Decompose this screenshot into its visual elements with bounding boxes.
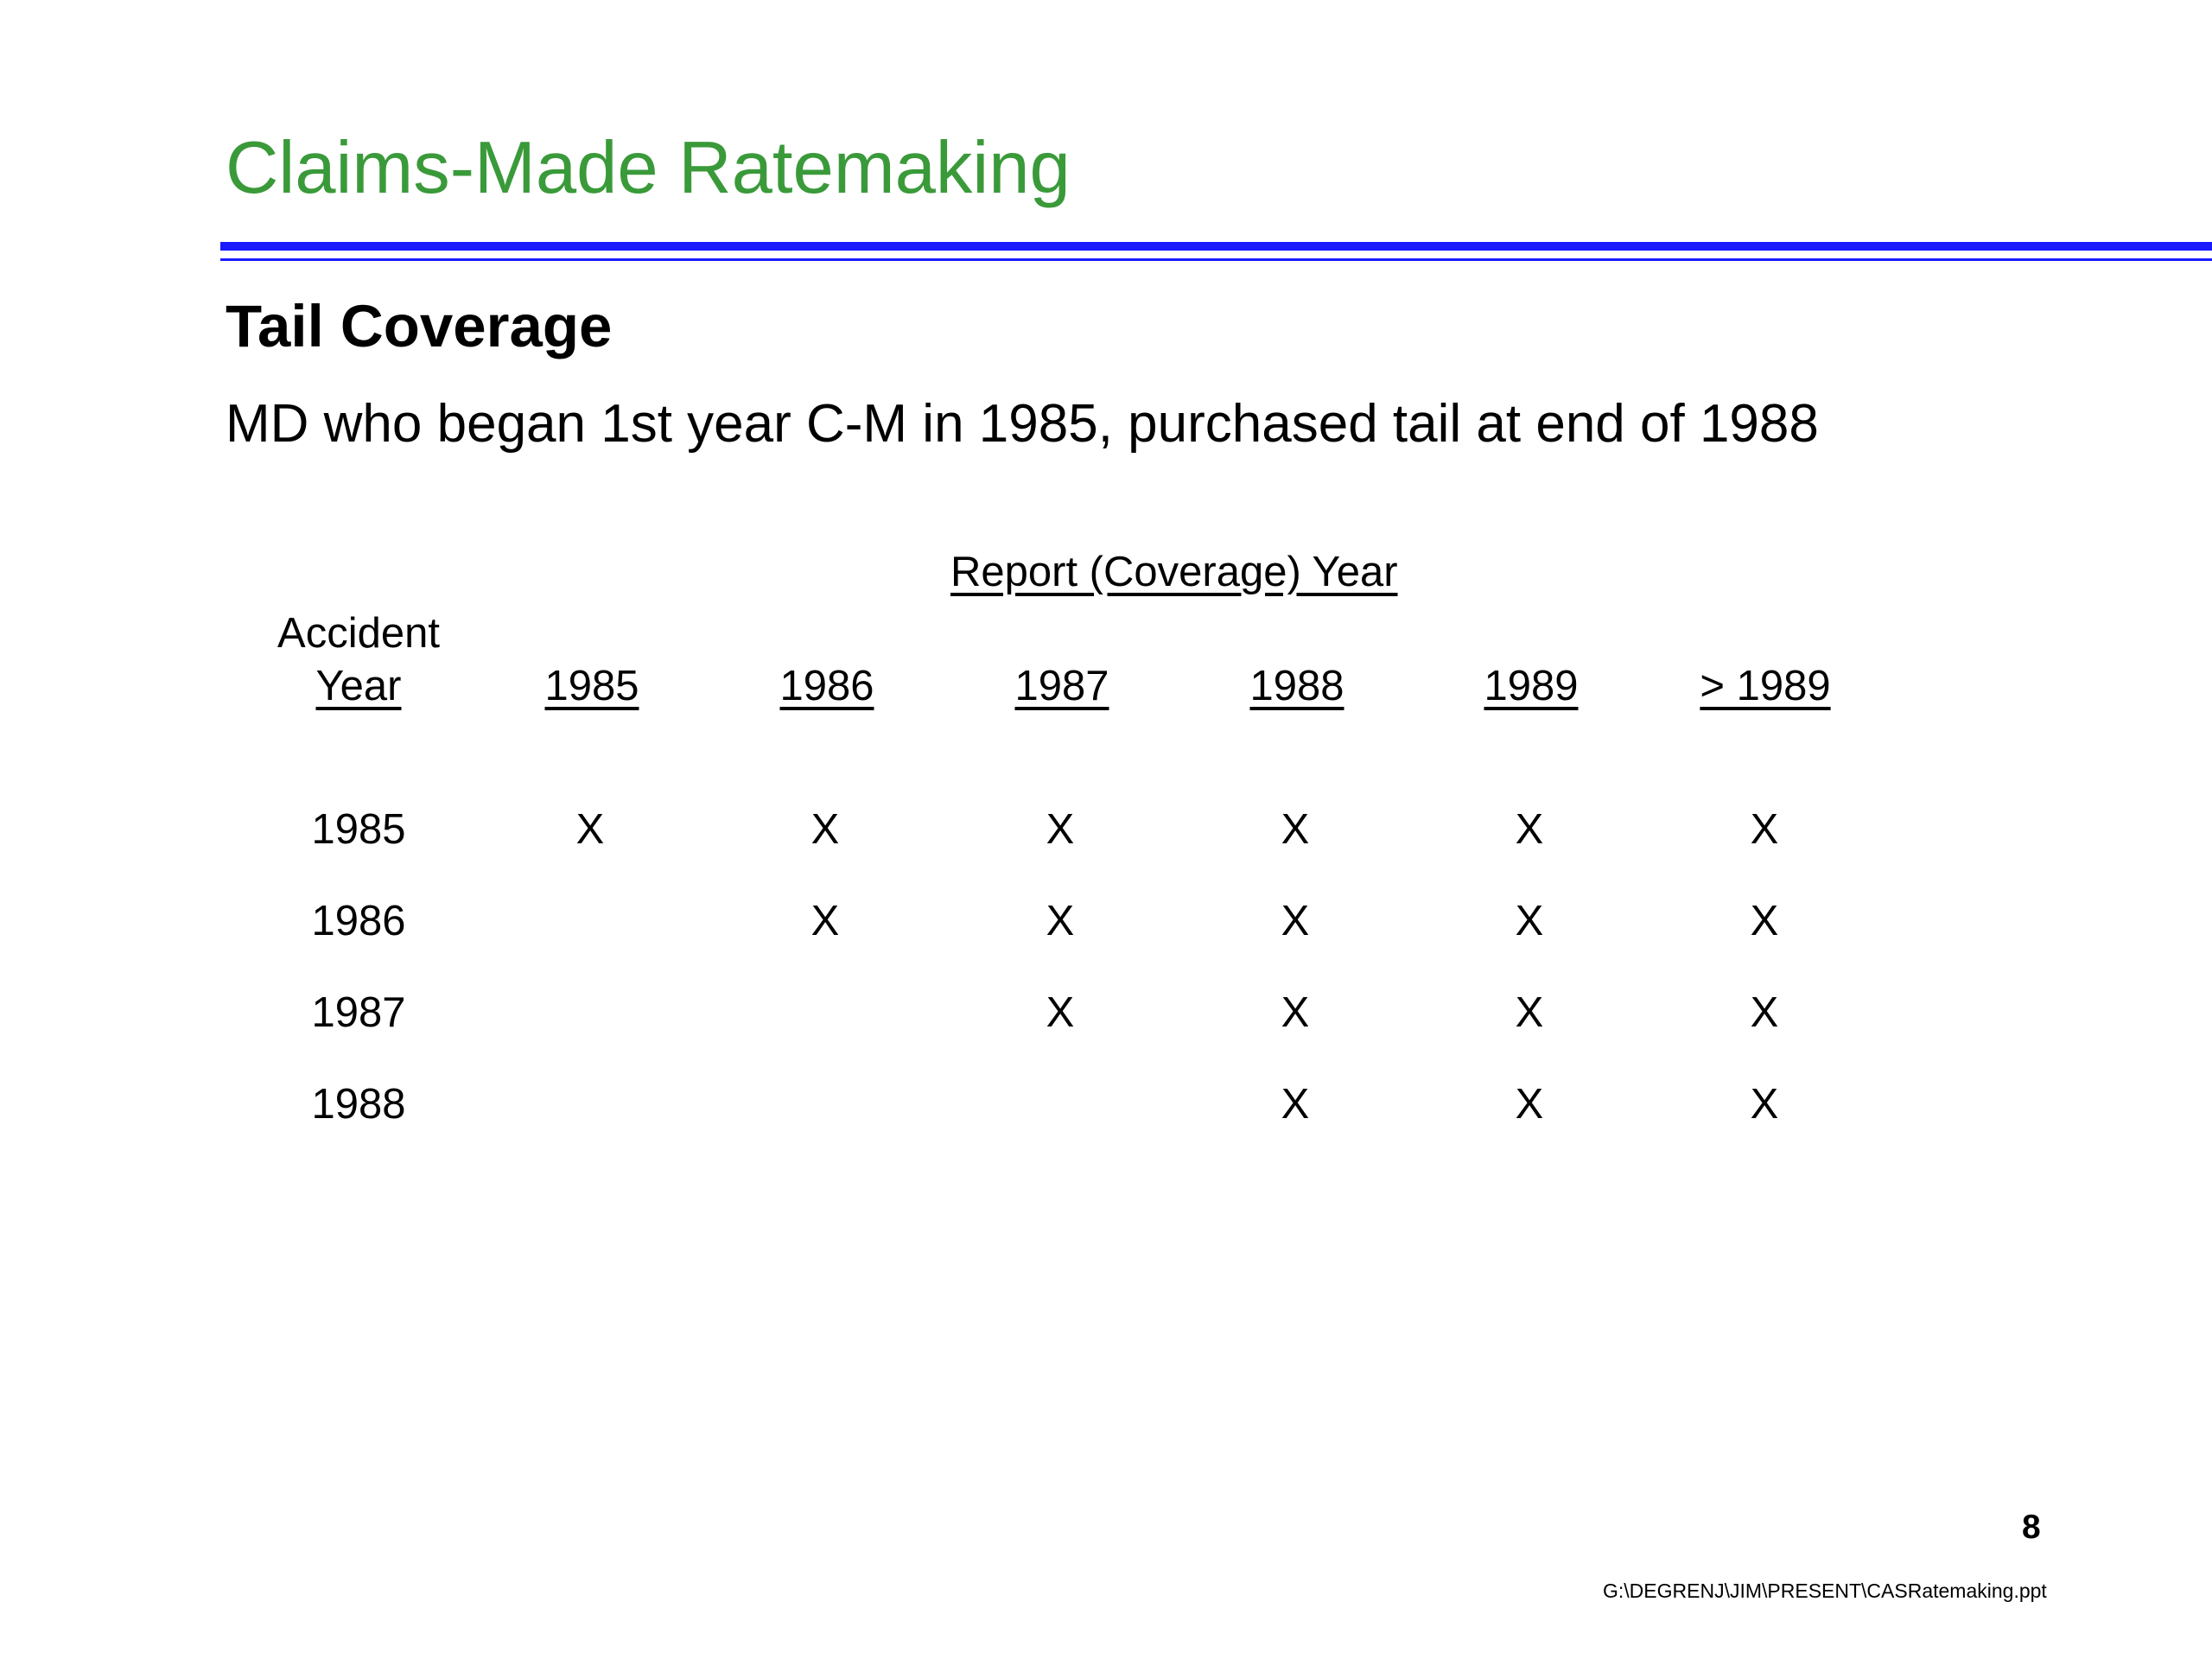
- coverage-mark: X: [1515, 989, 1544, 1036]
- column-header: 1989: [1484, 663, 1579, 709]
- title-divider-thin: [220, 258, 2212, 261]
- coverage-mark: X: [1281, 989, 1310, 1036]
- coverage-mark: X: [1046, 898, 1075, 944]
- title-divider-thick: [220, 242, 2212, 251]
- row-year-label: 1986: [311, 898, 406, 944]
- coverage-mark: X: [1750, 1081, 1779, 1128]
- column-header: 1988: [1249, 663, 1344, 709]
- slide-title: Claims-Made Ratemaking: [226, 127, 1071, 209]
- coverage-mark: X: [1515, 898, 1544, 944]
- slide-description: MD who began 1st year C-M in 1985, purchased tail at end of 1988: [226, 394, 1819, 454]
- coverage-mark: X: [1750, 989, 1779, 1036]
- page-number: 8: [2022, 1509, 2041, 1546]
- file-path: G:\DEGRENJ\JIM\PRESENT\CASRatemaking.ppt: [1603, 1580, 2047, 1602]
- coverage-mark: X: [1515, 806, 1544, 853]
- coverage-mark: X: [810, 806, 840, 853]
- row-year-label: 1988: [311, 1081, 406, 1128]
- coverage-mark: X: [810, 898, 840, 944]
- coverage-mark: X: [1281, 806, 1310, 853]
- row-header-accident: Accident: [277, 610, 440, 657]
- coverage-mark: X: [1281, 898, 1310, 944]
- column-header: > 1989: [1700, 663, 1831, 709]
- coverage-mark: X: [1281, 1081, 1310, 1128]
- coverage-mark: X: [575, 806, 605, 853]
- column-header: 1985: [544, 663, 639, 709]
- row-year-label: 1985: [311, 806, 406, 853]
- column-header: 1986: [779, 663, 874, 709]
- coverage-mark: X: [1046, 989, 1075, 1036]
- slide-subtitle: Tail Coverage: [226, 293, 613, 359]
- coverage-mark: X: [1750, 806, 1779, 853]
- row-year-label: 1987: [311, 989, 406, 1036]
- coverage-mark: X: [1046, 806, 1075, 853]
- coverage-mark: X: [1750, 898, 1779, 944]
- table-group-header: Report (Coverage) Year: [950, 549, 1398, 595]
- row-header-year: Year: [315, 663, 402, 709]
- column-header: 1987: [1014, 663, 1109, 709]
- coverage-mark: X: [1515, 1081, 1544, 1128]
